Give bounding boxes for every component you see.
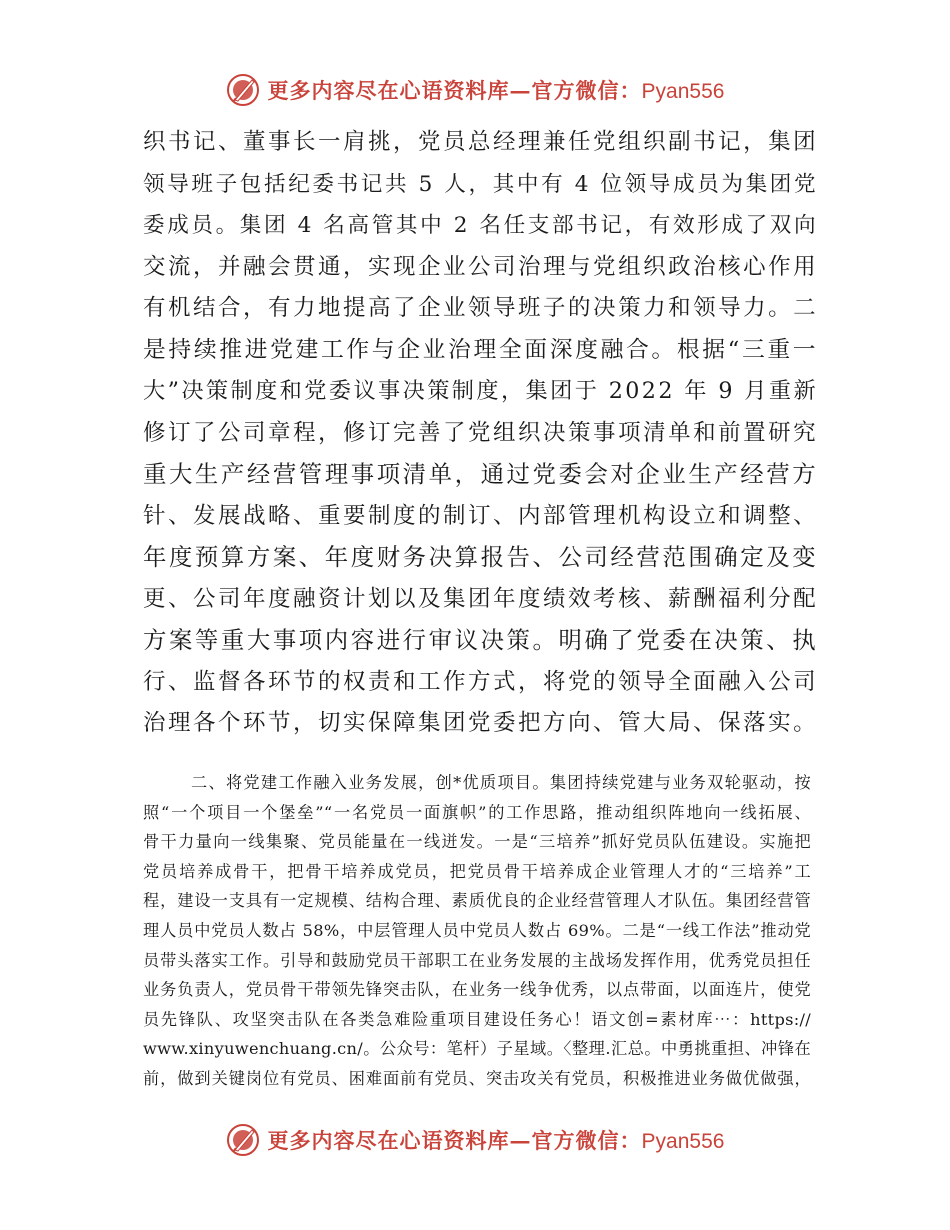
watermark-header <box>0 70 950 110</box>
text-line: 是持续推进党建工作与企业治理全面深度融合。根据“三重一 <box>143 336 818 363</box>
text-line: 骨干力量向一线集聚、党员能量在一线迸发。一是“三培养”抓好党员队伍建设。实施把 <box>143 832 811 852</box>
text-line: 织书记、董事长一肩挑，党员总经理兼任党组织副书记，集团 <box>143 129 818 155</box>
watermark-text: 更多内容尽在心语资料库—官方微信：Pyan556 <box>267 78 725 103</box>
text-line: 党员培养成骨干，把骨干培养成党员，把党员骨干培养成企业管理人才的“三培养”工 <box>143 861 811 881</box>
text-line: 领导班子包括纪委书记共 5 人，其中有 4 位领导成员为集团党 <box>143 171 818 197</box>
text-line: 员先锋队、攻坚突击队在各类急难险重项目建设任务心！语文创=素材库⋯：https:// <box>143 1009 811 1029</box>
text-line: 针、发展战略、重要制度的制订、内部管理机构设立和调整、 <box>143 502 818 529</box>
text-line: 更、公司年度融资计划以及集团年度绩效考核、薪酬福利分配 <box>143 585 818 612</box>
text-line: 治理各个环节，切实保障集团党委把方向、管大局、保落实。 <box>143 710 818 736</box>
text-line: 照“一个项目一个堡垒”“一名党员一面旗帜”的工作思路，推动组织阵地向一线拓展、 <box>143 802 811 822</box>
watermark-wechat-id: Pyan556 <box>641 80 725 103</box>
paragraph-large <box>143 122 818 745</box>
watermark-wechat-id: Pyan556 <box>641 1130 725 1153</box>
text-line: 委成员。集团 4 名高管其中 2 名任支部书记，有效形成了双向 <box>143 213 818 238</box>
text-line: 交流，并融会贯通，实现企业公司治理与党组织政治核心作用 <box>143 253 818 280</box>
watermark-footer <box>0 1120 950 1160</box>
text-line: 年度预算方案、年度财务决算报告、公司经营范围确定及变 <box>143 543 818 571</box>
text-line: www.xinyuwenchuang.cn/。公众号：笔杆）子星域。〈整理.汇总。中勇挑重担、冲锋在 <box>143 1039 811 1059</box>
text-line: 理人员中党员人数占 58%，中层管理人员中党员人数占 69%。二是“一线工作法”推动党 <box>143 920 811 940</box>
text-line: 前，做到关键岗位有党员、困难面前有党员、突击攻关有党员，积极推进业务做优做强， <box>143 1068 811 1088</box>
text-line: 方案等重大事项内容进行审议决策。明确了党委在决策、执 <box>143 626 818 654</box>
text-line: 大”决策制度和党委议事决策制度，集团于 2022 年 9 月重新 <box>143 378 818 404</box>
text-line: 修订了公司章程，修订完善了党组织决策事项清单和前置研究 <box>143 419 818 446</box>
watermark-text: 更多内容尽在心语资料库—官方微信：Pyan556 <box>267 1128 725 1153</box>
text-line: 程，建设一支具有一定规模、结构合理、素质优良的企业经营管理人才队伍。集团经营管 <box>143 891 811 911</box>
paragraph-small <box>143 768 811 1094</box>
quill-logo-icon <box>226 1123 260 1157</box>
text-line: 重大生产经营管理事项清单，通过党委会对企业生产经营方 <box>143 460 818 488</box>
text-line: 有机结合，有力地提高了企业领导班子的决策力和领导力。二 <box>143 295 818 321</box>
text-line: 行、监督各环节的权责和工作方式，将党的领导全面融入公司 <box>143 668 818 695</box>
text-line: 员带头落实工作。引导和鼓励党员干部职工在业务发展的主战场发挥作用，优秀党员担任 <box>143 950 811 970</box>
text-line: 二、将党建工作融入业务发展，创*优质项目。集团持续党建与业务双轮驱动，按 <box>191 773 811 792</box>
quill-logo-icon <box>226 73 260 107</box>
text-line: 业务负责人，党员骨干带领先锋突击队，在业务一线争优秀，以点带面，以面连片，使党 <box>143 980 811 1000</box>
